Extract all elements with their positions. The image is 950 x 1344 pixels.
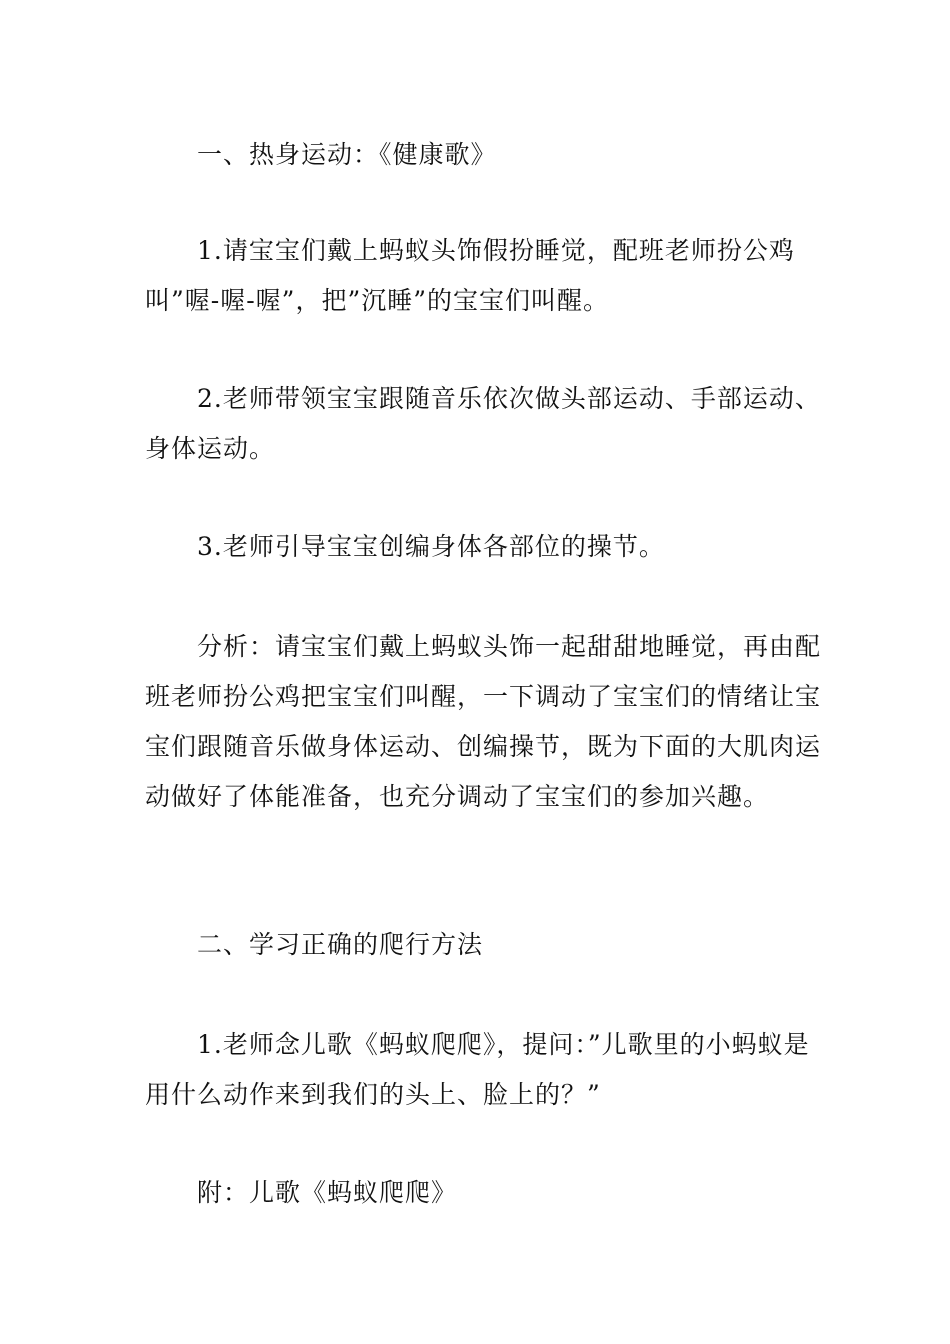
paragraph-step-3: 3.老师引导宝宝创编身体各部位的操节。 bbox=[197, 532, 665, 561]
section-heading-warmup: 一、热身运动：《健康歌》 bbox=[197, 140, 497, 169]
paragraph-analysis: 分析：请宝宝们戴上蚂蚁头饰一起甜甜地睡觉，再由配班老师扮公鸡把宝宝们叫醒，一下调动了宝宝们的情绪让宝宝们跟随音乐做身体运动、创编操节，既为下面的大肌肉运动做好了体能准备，也充分调动了宝宝们的参加兴趣。 bbox=[145, 632, 822, 811]
section-heading-crawling: 二、学习正确的爬行方法 bbox=[197, 930, 484, 959]
paragraph-step-2: 2.老师带领宝宝跟随音乐依次做头部运动、手部运动、身体运动。 bbox=[145, 384, 821, 463]
paragraph-crawl-step-1: 1.老师念儿歌《蚂蚁爬爬》，提问：”儿歌里的小蚂蚁是用什么动作来到我们的头上、脸上的？” bbox=[145, 1030, 810, 1109]
paragraph-step-1: 1.请宝宝们戴上蚂蚁头饰假扮睡觉，配班老师扮公鸡叫”喔-喔-喔”，把”沉睡”的宝宝们叫醒。 bbox=[145, 236, 795, 315]
paragraph-appendix: 附：儿歌《蚂蚁爬爬》 bbox=[197, 1178, 458, 1207]
